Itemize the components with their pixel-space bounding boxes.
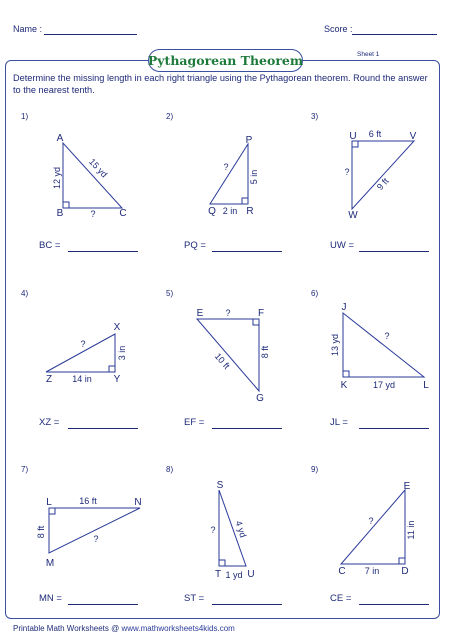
side-label: 10 ft bbox=[212, 351, 232, 371]
vertex-label: C bbox=[119, 208, 127, 219]
side-label: ? bbox=[210, 525, 216, 535]
vertex-label: Q bbox=[208, 206, 216, 217]
answer-label: UW = bbox=[330, 240, 355, 251]
side-label: 15 yd bbox=[87, 156, 110, 180]
answer-field[interactable] bbox=[68, 251, 138, 252]
triangle-jkl bbox=[343, 313, 424, 377]
side-label: ? bbox=[344, 167, 350, 177]
answer-field[interactable] bbox=[359, 604, 429, 605]
right-angle-marker bbox=[253, 319, 259, 325]
side-label: ? bbox=[225, 308, 231, 318]
answer-label: PQ = bbox=[184, 240, 206, 251]
score-label: Score : bbox=[324, 24, 353, 34]
triangle-pqr bbox=[210, 144, 248, 204]
vertex-label: G bbox=[256, 393, 264, 404]
side-label: ? bbox=[223, 162, 229, 172]
side-label: 16 ft bbox=[79, 496, 97, 506]
vertex-label: J bbox=[341, 302, 347, 313]
problem-number: 6) bbox=[311, 289, 319, 298]
side-label: 8 ft bbox=[260, 345, 270, 359]
vertex-label: R bbox=[246, 206, 254, 217]
vertex-label: U bbox=[349, 131, 357, 142]
answer-label: XZ = bbox=[39, 417, 60, 428]
answer-label: EF = bbox=[184, 417, 205, 428]
side-label: 6 ft bbox=[368, 129, 382, 139]
side-label: 11 in bbox=[406, 520, 416, 540]
triangle-abc bbox=[63, 143, 122, 208]
problem-number: 2) bbox=[166, 112, 174, 121]
sheet-label: Sheet 1 bbox=[357, 51, 380, 58]
problem-number: 4) bbox=[21, 289, 29, 298]
side-label: ? bbox=[80, 339, 86, 349]
side-label: 9 ft bbox=[374, 175, 391, 192]
problem-number: 9) bbox=[311, 465, 319, 474]
vertex-label: U bbox=[247, 569, 255, 580]
side-label: 12 yd bbox=[52, 166, 62, 190]
answer-label: ST = bbox=[184, 593, 205, 604]
answer-label: MN = bbox=[39, 593, 62, 604]
vertex-label: P bbox=[245, 135, 253, 146]
vertex-label: X bbox=[113, 322, 121, 333]
footer bbox=[13, 624, 235, 633]
problem-number: 7) bbox=[21, 465, 29, 474]
footer-text: Printable Math Worksheets @ bbox=[13, 624, 122, 633]
triangle-efg bbox=[197, 319, 259, 391]
vertex-label: D bbox=[401, 566, 409, 577]
problem-number: 1) bbox=[21, 112, 29, 121]
vertex-label: F bbox=[257, 308, 265, 319]
problem-number: 5) bbox=[166, 289, 174, 298]
answer-label: JL = bbox=[330, 417, 348, 428]
side-label: 8 ft bbox=[36, 525, 46, 539]
vertex-label: C bbox=[338, 566, 346, 577]
answer-field[interactable] bbox=[359, 251, 429, 252]
side-label: 13 yd bbox=[330, 333, 340, 357]
instructions: Determine the missing length in each right triangle using the Pythagorean theorem. Round the answer to the nearest tenth. bbox=[13, 73, 428, 95]
side-label: 4 yd bbox=[233, 519, 249, 539]
answer-field[interactable] bbox=[212, 251, 282, 252]
right-angle-marker bbox=[399, 558, 405, 564]
vertex-label: S bbox=[216, 480, 224, 491]
side-label: 7 in bbox=[364, 566, 380, 576]
side-label: 17 yd bbox=[372, 380, 396, 390]
triangle-uvw bbox=[352, 141, 414, 209]
side-label: ? bbox=[384, 331, 390, 341]
right-angle-marker bbox=[219, 560, 225, 566]
right-angle-marker bbox=[109, 366, 115, 372]
vertex-label: N bbox=[134, 497, 142, 508]
side-label: 1 yd bbox=[225, 570, 243, 580]
vertex-label: K bbox=[340, 380, 348, 391]
vertex-label: E bbox=[196, 308, 204, 319]
name-label: Name : bbox=[13, 24, 43, 34]
footer-link[interactable]: www.mathworksheets4kids.com bbox=[121, 624, 235, 633]
vertex-label: E bbox=[403, 481, 411, 492]
answer-field[interactable] bbox=[68, 428, 138, 429]
page-title: Pythagorean Theorem bbox=[148, 49, 303, 72]
side-label: ? bbox=[93, 534, 99, 544]
vertex-label: L bbox=[46, 497, 52, 508]
right-angle-marker bbox=[63, 202, 69, 208]
problem-number: 3) bbox=[311, 112, 319, 121]
triangle-lmn bbox=[49, 508, 140, 553]
side-label: ? bbox=[368, 516, 374, 526]
answer-field[interactable] bbox=[212, 604, 282, 605]
answer-field[interactable] bbox=[212, 428, 282, 429]
right-angle-marker bbox=[242, 198, 248, 204]
side-label: 2 in bbox=[222, 206, 238, 216]
side-label: 3 in bbox=[117, 345, 127, 361]
vertex-label: Z bbox=[45, 374, 53, 385]
side-label: 5 in bbox=[249, 169, 259, 185]
vertex-label: V bbox=[409, 131, 417, 142]
vertex-label: W bbox=[348, 210, 358, 221]
vertex-label: B bbox=[56, 208, 64, 219]
problem-number: 8) bbox=[166, 465, 174, 474]
vertex-label: T bbox=[214, 569, 222, 580]
vertex-label: Y bbox=[113, 374, 121, 385]
answer-label: CE = bbox=[330, 593, 352, 604]
side-label: ? bbox=[90, 209, 96, 219]
triangle-cde bbox=[341, 490, 405, 564]
side-label: 14 in bbox=[72, 374, 92, 384]
answer-label: BC = bbox=[39, 240, 61, 251]
answer-field[interactable] bbox=[68, 604, 138, 605]
answer-field[interactable] bbox=[359, 428, 429, 429]
right-angle-marker bbox=[343, 371, 349, 377]
vertex-label: L bbox=[423, 380, 429, 391]
right-angle-marker bbox=[49, 508, 55, 514]
vertex-label: M bbox=[45, 558, 55, 569]
vertex-label: A bbox=[56, 133, 64, 144]
